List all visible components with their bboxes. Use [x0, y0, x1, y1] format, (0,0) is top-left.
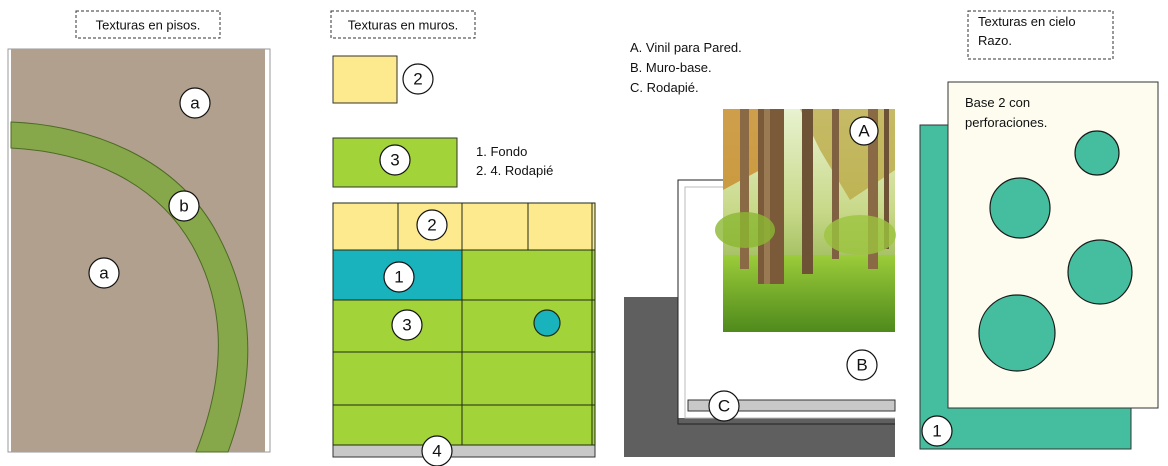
perforation-medium-right: [1068, 240, 1132, 304]
ceiling-note-line2: perforaciones.: [965, 115, 1048, 130]
walls-title: Texturas en muros.: [347, 17, 459, 33]
wallpaper-legend-a: A. Vinil para Pared.: [630, 40, 742, 55]
wall-swatch-green-label-text: 3: [390, 150, 400, 170]
floor-title: Texturas en pisos.: [95, 17, 201, 33]
ceiling-title-line1: Texturas en cielo: [978, 14, 1076, 29]
wallpaper-label-c-text: C: [717, 396, 731, 416]
perforation-medium-left: [990, 178, 1050, 238]
floor-label-b-text: b: [179, 196, 189, 216]
perforation-small: [1075, 131, 1119, 175]
wall-grid-teal-dot: [534, 310, 560, 336]
wallpaper-label-a-text: A: [858, 121, 870, 141]
floor-label-a-bottom-text: a: [99, 263, 109, 283]
walls-legend-item-2: 2. 4. Rodapié: [476, 163, 554, 178]
wallpaper-legend-c: C. Rodapié.: [630, 80, 699, 95]
ceiling-title-line2: Razo.: [978, 33, 1012, 48]
perforation-large: [979, 295, 1055, 371]
wall-grid-label-3-text: 3: [402, 315, 412, 335]
walls-legend-item-1: 1. Fondo: [476, 144, 528, 159]
wall-grid-label-4-text: 4: [432, 441, 442, 461]
wall-baseboard: [333, 445, 595, 457]
ceiling-panel: [920, 11, 1158, 449]
ceiling-note-line1: Base 2 con: [965, 95, 1031, 110]
wallpaper-legend-b: B. Muro-base.: [630, 60, 712, 75]
wall-swatch-yellow-label-text: 2: [413, 69, 423, 89]
wallpaper-panel: [624, 40, 896, 457]
ceiling-perforated-panel: [948, 82, 1158, 408]
wallpaper-label-b-text: B: [856, 355, 868, 375]
wall-swatch-yellow: [333, 56, 397, 103]
wall-grid-label-1-text: 1: [394, 267, 404, 287]
wall-grid-label-2-text: 2: [427, 215, 437, 235]
floor-label-a-top-text: a: [190, 93, 200, 113]
floor-panel: [8, 11, 270, 452]
wall-grid-yellow-band: [333, 203, 595, 250]
walls-panel: [331, 11, 595, 466]
ceiling-label-1-text: 1: [932, 421, 942, 441]
